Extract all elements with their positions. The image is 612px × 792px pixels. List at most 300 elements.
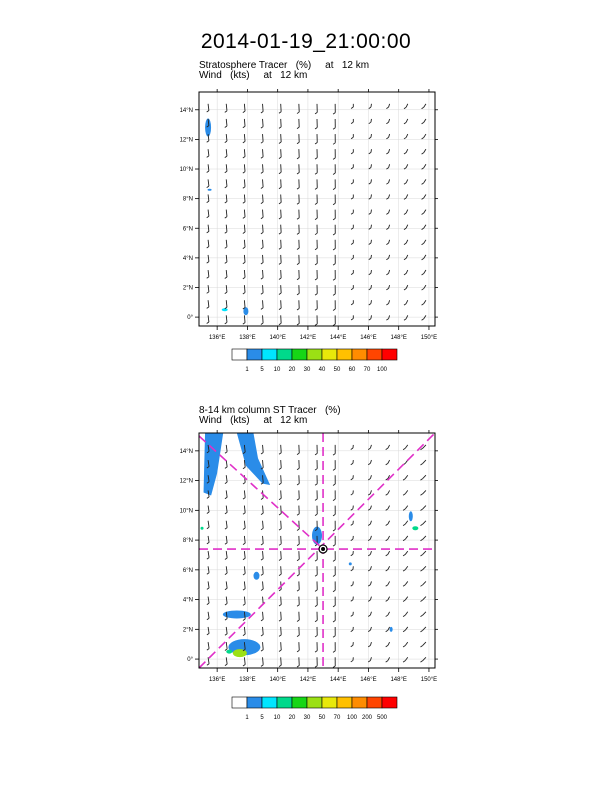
wind-barb-flag: [404, 153, 406, 155]
colorbar-label: 70: [363, 367, 371, 373]
wind-barb: [208, 521, 209, 527]
wind-barb: [208, 597, 209, 603]
colorbar-box: [307, 349, 322, 360]
wind-barb-flag: [369, 273, 371, 275]
wind-barb-flag: [315, 499, 317, 501]
wind-barb: [226, 300, 227, 307]
wind-barb: [226, 506, 227, 513]
map-panel-2: [180, 430, 438, 683]
wind-barb: [371, 179, 372, 182]
wind-barb: [263, 194, 264, 202]
wind-barb: [370, 521, 371, 524]
wind-barb-flag: [315, 279, 317, 281]
wind-barb-flag: [297, 590, 299, 592]
wind-barb: [226, 270, 227, 277]
wind-barb-flag: [297, 574, 299, 576]
wind-barb-flag: [279, 112, 281, 114]
wind-barb-flag: [261, 263, 263, 265]
wind-barb: [423, 460, 426, 463]
wind-barb: [244, 240, 245, 247]
wind-barb-flag: [333, 143, 335, 145]
wind-barb: [406, 194, 408, 197]
wind-barb-flag: [333, 575, 335, 577]
wind-barb-flag: [207, 171, 209, 173]
wind-barb: [263, 445, 264, 453]
wind-barb-flag: [225, 201, 227, 203]
wind-barb: [388, 506, 390, 509]
wind-barb-flag: [351, 167, 353, 169]
colorbar-box: [367, 349, 382, 360]
wind-barb: [208, 536, 209, 542]
wind-barb: [389, 285, 390, 288]
wind-barb-flag: [261, 543, 263, 545]
wind-barb-flag: [279, 218, 281, 220]
wind-barb-flag: [207, 262, 209, 264]
wind-barb: [370, 475, 371, 478]
colorbar-label: 100: [346, 715, 358, 721]
wind-barb: [263, 240, 264, 248]
wind-barb: [388, 612, 390, 615]
wind-barb-flag: [207, 603, 209, 605]
wind-barb-flag: [404, 213, 406, 215]
wind-barb-flag: [297, 483, 299, 485]
y-tick-label: 4°N: [182, 255, 193, 262]
wind-barb: [208, 270, 209, 277]
wind-barb-flag: [386, 152, 388, 154]
wind-barb: [389, 149, 390, 152]
wind-barb: [226, 134, 227, 141]
wind-barb-flag: [225, 126, 227, 128]
wind-barb-flag: [333, 530, 335, 532]
wind-barb-flag: [315, 635, 317, 637]
wind-barb: [389, 210, 390, 213]
wind-barb-flag: [351, 463, 353, 465]
wind-barb: [371, 164, 372, 167]
wind-barb-flag: [261, 232, 263, 234]
wind-barb: [424, 179, 426, 182]
wind-barb: [244, 490, 245, 497]
wind-barb-flag: [207, 649, 209, 651]
wind-barb: [263, 460, 264, 468]
x-tick-label: 142°E: [299, 335, 317, 341]
y-tick-label: 0°: [187, 657, 193, 664]
wind-barb-flag: [225, 217, 227, 219]
wind-barb: [244, 210, 245, 217]
x-tick-label: 140°E: [269, 335, 286, 341]
wind-barb-flag: [243, 172, 245, 174]
wind-barb-flag: [351, 183, 353, 185]
colorbar-box: [307, 697, 322, 708]
wind-barb: [371, 225, 372, 228]
wind-barb: [406, 225, 408, 228]
wind-barb: [281, 445, 282, 453]
wind-barb-flag: [315, 514, 317, 516]
wind-barb-flag: [261, 483, 263, 485]
wind-barb-flag: [207, 664, 209, 666]
wind-barb-flag: [315, 666, 317, 668]
y-tick-label: 8°N: [182, 538, 193, 545]
wind-barb: [281, 657, 282, 665]
wind-barb-flag: [279, 620, 281, 622]
wind-barb: [244, 300, 245, 307]
wind-barb-flag: [315, 263, 317, 265]
wind-barb-flag: [315, 112, 317, 114]
wind-barb: [226, 536, 227, 543]
wind-barb: [244, 536, 245, 543]
wind-barb: [424, 210, 426, 213]
wind-barb: [208, 149, 209, 156]
wind-barb-flag: [422, 273, 424, 275]
wind-barb: [389, 270, 390, 273]
wind-barb-flag: [243, 573, 245, 575]
wind-barb-flag: [207, 156, 209, 158]
colorbar-label: 30: [303, 715, 311, 721]
colorbar-box: [292, 697, 307, 708]
wind-barb-flag: [297, 233, 299, 235]
wind-barb: [208, 210, 209, 217]
wind-barb-flag: [207, 277, 209, 279]
y-tick-label: 6°N: [182, 567, 193, 574]
wind-barb-flag: [315, 453, 317, 455]
wind-barb-flag: [261, 157, 263, 159]
wind-barb: [389, 240, 390, 243]
wind-barb-flag: [333, 158, 335, 160]
wind-barb-flag: [225, 482, 227, 484]
colorbar-box: [262, 349, 277, 360]
wind-barb-flag: [279, 544, 281, 546]
wind-barb-flag: [351, 258, 353, 260]
wind-barb-flag: [333, 249, 335, 251]
wind-barb-flag: [420, 539, 422, 541]
wind-barb: [371, 104, 372, 107]
wind-barb-flag: [243, 543, 245, 545]
wind-barb-flag: [243, 467, 245, 469]
wind-barb-flag: [207, 141, 209, 143]
wind-barb-flag: [351, 554, 353, 556]
wind-barb-flag: [225, 603, 227, 605]
wind-barb: [263, 119, 264, 127]
wind-barb-flag: [369, 319, 371, 321]
wind-barb-flag: [315, 575, 317, 577]
tracer-patch: [349, 562, 352, 565]
wind-barb: [263, 521, 264, 529]
wind-barb-flag: [369, 137, 371, 139]
wind-barb: [406, 119, 408, 122]
wind-barb-flag: [297, 142, 299, 144]
wind-barb-flag: [386, 137, 388, 139]
x-tick-label: 148°E: [390, 335, 407, 341]
wind-barb-flag: [315, 309, 317, 311]
wind-barb: [226, 490, 227, 497]
wind-barb: [406, 240, 408, 243]
wind-barb: [388, 581, 390, 584]
x-tick-label: 140°E: [269, 677, 286, 683]
wind-barb-flag: [297, 248, 299, 250]
x-tick-label: 148°E: [390, 677, 407, 683]
wind-barb-flag: [422, 137, 424, 139]
wind-barb: [263, 566, 264, 574]
wind-barb: [405, 521, 407, 524]
wind-barb: [244, 270, 245, 277]
wind-barb: [281, 475, 282, 483]
wind-barb-flag: [315, 127, 317, 129]
wind-barb-flag: [243, 323, 245, 325]
wind-barb: [281, 506, 282, 514]
wind-barb-flag: [351, 660, 353, 662]
wind-barb-flag: [261, 278, 263, 280]
x-tick-label: 150°E: [420, 677, 438, 683]
wind-barb-flag: [279, 498, 281, 500]
wind-barb-flag: [243, 262, 245, 264]
wind-barb: [226, 642, 227, 649]
wind-barb: [263, 612, 264, 620]
wind-barb-flag: [279, 187, 281, 189]
wind-barb-flag: [225, 588, 227, 590]
wind-barb-flag: [315, 469, 317, 471]
wind-barb: [226, 255, 227, 262]
colorbar-box: [277, 697, 292, 708]
wind-barb-flag: [333, 264, 335, 266]
wind-barb-flag: [404, 122, 406, 124]
wind-barb: [281, 566, 282, 574]
colorbar-label: 20: [288, 367, 296, 373]
wind-barb-flag: [351, 122, 353, 124]
wind-barb-flag: [207, 542, 209, 544]
wind-barb: [281, 521, 282, 529]
wind-barb: [226, 119, 227, 126]
wind-barb-flag: [333, 128, 335, 129]
wind-barb: [406, 270, 408, 273]
wind-barb-flag: [422, 243, 424, 245]
panel2-subtitle-1: 8-14 km column ST Tracer (%): [199, 405, 341, 416]
wind-barb-flag: [351, 198, 353, 200]
wind-barb-flag: [333, 454, 335, 456]
wind-barb: [244, 225, 245, 232]
wind-barb: [371, 315, 372, 318]
wind-barb-flag: [297, 650, 299, 652]
wind-barb-flag: [315, 651, 317, 653]
wind-barb: [263, 315, 264, 323]
wind-barb-flag: [279, 529, 281, 531]
storm-center-dot: [321, 547, 325, 551]
wind-barb-flag: [404, 258, 406, 260]
y-tick-label: 10°N: [179, 508, 193, 515]
wind-barb: [208, 642, 209, 648]
wind-barb-flag: [351, 539, 353, 541]
wind-barb-flag: [386, 258, 388, 260]
tracer-patch: [409, 511, 413, 521]
tracer-patch: [237, 433, 270, 485]
y-tick-label: 10°N: [179, 167, 193, 174]
wind-barb-flag: [315, 143, 317, 145]
wind-barb: [263, 285, 264, 293]
colorbar-box: [367, 697, 382, 708]
wind-barb-flag: [403, 645, 405, 647]
panel1-subtitle-2: Wind (kts) at 12 km: [199, 70, 308, 81]
tracer-patch: [253, 572, 259, 580]
wind-barb: [424, 225, 426, 228]
wind-barb: [405, 551, 407, 554]
wind-barb-flag: [333, 218, 335, 220]
wind-barb: [226, 627, 227, 634]
wind-barb: [423, 566, 426, 569]
wind-barb-flag: [333, 484, 335, 486]
wind-barb: [406, 104, 408, 107]
wind-barb: [371, 210, 372, 213]
wind-barb: [406, 149, 408, 152]
wind-barb-flag: [422, 122, 424, 124]
wind-barb: [423, 536, 426, 539]
x-tick-label: 144°E: [329, 677, 347, 683]
wind-barb: [371, 119, 372, 122]
wind-barb: [281, 551, 282, 559]
wind-barb-flag: [261, 589, 263, 591]
wind-barb: [388, 445, 390, 448]
wind-barb: [208, 551, 209, 557]
wind-barb-flag: [225, 558, 227, 560]
wind-barb-flag: [243, 141, 245, 143]
wind-barb-flag: [333, 309, 335, 311]
wind-barb-flag: [369, 183, 371, 185]
wind-barb-flag: [386, 630, 388, 632]
wind-barb-flag: [261, 665, 263, 667]
wind-barb-flag: [243, 126, 245, 128]
wind-barb-flag: [297, 605, 299, 607]
y-tick-label: 2°N: [182, 627, 193, 634]
wind-barb: [244, 255, 245, 262]
wind-barb-flag: [279, 248, 281, 250]
wind-barb: [370, 581, 371, 584]
wind-barb: [423, 506, 426, 509]
colorbar-box: [262, 697, 277, 708]
wind-barb-flag: [403, 600, 405, 602]
tracer-patch: [226, 650, 232, 654]
wind-barb-flag: [279, 263, 281, 265]
wind-barb: [263, 270, 264, 278]
wind-barb-flag: [207, 292, 209, 294]
wind-barb-flag: [261, 127, 263, 129]
colorbar-label: 50: [318, 715, 326, 721]
wind-barb-flag: [333, 605, 335, 607]
wind-barb-flag: [225, 452, 227, 454]
wind-barb: [423, 612, 426, 615]
wind-barb: [423, 475, 426, 478]
wind-barb: [263, 255, 264, 263]
colorbar-label: 20: [288, 715, 296, 721]
wind-barb: [208, 627, 209, 633]
wind-barb-flag: [333, 279, 335, 281]
wind-barb-flag: [404, 288, 406, 290]
colorbar-label: 1: [245, 367, 249, 373]
wind-barb-flag: [315, 173, 317, 175]
wind-barb-flag: [243, 232, 245, 234]
wind-barb-flag: [297, 278, 299, 280]
wind-barb: [370, 551, 371, 554]
wind-barb: [244, 149, 245, 156]
wind-barb: [281, 612, 282, 620]
colorbar-box: [292, 349, 307, 360]
wind-barb-flag: [261, 308, 263, 310]
wind-barb-flag: [225, 262, 227, 264]
wind-barb: [208, 506, 209, 512]
wind-barb: [405, 627, 407, 630]
wind-barb: [226, 149, 227, 156]
wind-barb-flag: [333, 294, 335, 296]
wind-barb: [208, 164, 209, 171]
wind-barb-flag: [297, 188, 299, 190]
wind-barb: [424, 240, 426, 243]
wind-barb-flag: [207, 573, 209, 575]
wind-barb-flag: [403, 524, 405, 526]
wind-barb-flag: [315, 560, 317, 562]
wind-barb: [263, 149, 264, 157]
wind-barb-flag: [420, 615, 422, 617]
wind-barb-flag: [315, 248, 317, 250]
y-tick-label: 6°N: [182, 226, 193, 233]
wind-barb: [406, 164, 408, 167]
tracer-patch: [412, 526, 418, 530]
wind-barb-flag: [351, 630, 353, 632]
wind-barb: [370, 490, 371, 493]
wind-barb: [226, 225, 227, 232]
wind-barb-flag: [261, 111, 263, 113]
x-tick-label: 138°E: [239, 677, 256, 683]
colorbar-1: [232, 349, 397, 373]
wind-barb-flag: [243, 156, 245, 158]
wind-barb-flag: [225, 292, 227, 294]
wind-barb: [226, 285, 227, 292]
wind-barb: [281, 627, 282, 635]
wind-barb-flag: [420, 479, 422, 481]
wind-barb-flag: [297, 203, 299, 205]
wind-barb: [244, 119, 245, 126]
wind-barb: [370, 460, 371, 463]
wind-barb-flag: [261, 574, 263, 576]
wind-barb-flag: [420, 448, 422, 450]
wind-barb-flag: [404, 243, 406, 245]
wind-barb: [263, 104, 264, 112]
wind-barb: [263, 627, 264, 635]
wind-barb-flag: [243, 202, 245, 204]
wind-barb: [406, 285, 408, 288]
wind-barb-flag: [225, 322, 227, 324]
wind-barb-flag: [225, 171, 227, 173]
wind-barb: [244, 179, 245, 186]
wind-barb-flag: [351, 524, 353, 526]
wind-barb: [244, 134, 245, 141]
wind-barb-flag: [420, 463, 422, 465]
wind-barb: [281, 642, 282, 650]
wind-barb-flag: [243, 558, 245, 560]
wind-barb-flag: [315, 324, 317, 326]
wind-barb-flag: [422, 213, 424, 215]
wind-barb: [370, 506, 371, 509]
wind-barb: [208, 240, 209, 247]
wind-barb: [226, 581, 227, 588]
colorbar-2: [232, 697, 397, 721]
tracer-patch: [204, 433, 224, 495]
wind-barb: [263, 300, 264, 308]
colorbar-label: 500: [376, 715, 388, 721]
wind-barb-flag: [261, 142, 263, 144]
wind-barb: [371, 240, 372, 243]
wind-barb-flag: [351, 448, 353, 450]
wind-barb-flag: [225, 634, 227, 636]
wind-barb: [388, 536, 390, 539]
colorbar-label: 30: [303, 367, 311, 373]
wind-barb: [244, 194, 245, 201]
y-tick-label: 0°: [187, 315, 193, 322]
